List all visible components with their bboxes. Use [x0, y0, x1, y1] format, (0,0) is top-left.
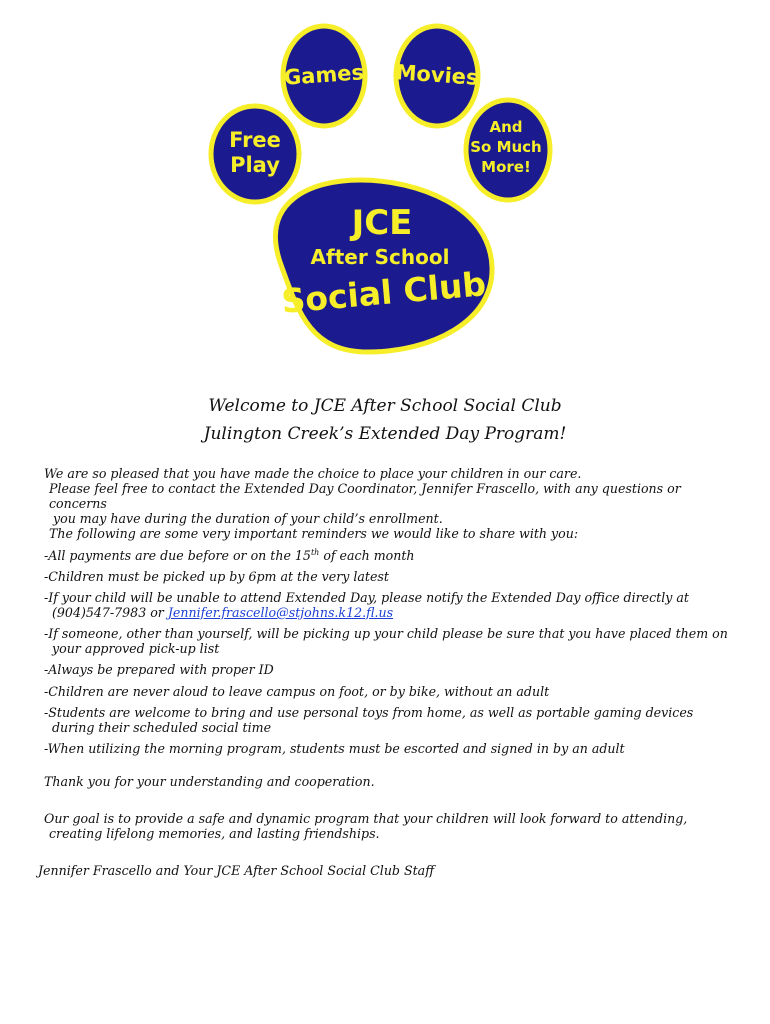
letter-body: [38, 466, 734, 879]
reminder-id: -Always be prepared with proper ID: [44, 662, 274, 678]
toe-more-line3: More!: [481, 158, 531, 176]
toe-movies-label: Movies: [394, 60, 480, 90]
reminder-campus: -Children are never aloud to leave campus on foot, or by bike, without an adult: [44, 683, 550, 699]
reminder-pickup-time: -Children must be picked up by 6pm at the very latest: [44, 568, 389, 584]
reminder-morning-program: -When utilizing the morning program, students must be escorted and signed in by an adult: [44, 740, 625, 756]
reminder-payments: -All payments are due before or on the 15th of each month: [44, 547, 415, 563]
reminder-absence: -If your child will be unable to attend Extended Day, please notify the Extended Day office directly at (904)547-7983 or Jennifer.frascello@stjohns.k12.fl.us: [44, 589, 689, 621]
paw-print-logo: [200, 12, 542, 362]
reminder-toys: -Students are welcome to bring and use personal toys from home, as well as portable gaming devices during their scheduled social time: [44, 704, 694, 735]
toe-games-label: Games: [283, 60, 365, 90]
toe-free-play-line2: Play: [230, 153, 280, 177]
pad-line-social-club: Social Club: [279, 264, 488, 321]
goal-line-2: creating lifelong memories, and lasting friendships.: [49, 826, 380, 842]
heading-line-1: Welcome to JCE After School Social Club: [208, 396, 562, 416]
paw-pad: [275, 180, 492, 352]
goal-line-1: Our goal is to provide a safe and dynamic program that your children will look forward to attending,: [44, 811, 688, 827]
toe-free-play: [211, 106, 299, 202]
signature-line: Jennifer Frascello and Your JCE After School Social Club Staff: [38, 863, 435, 879]
coordinator-email-link[interactable]: Jennifer.frascello@stjohns.k12.fl.us: [167, 605, 394, 621]
toe-more-line1: And: [489, 118, 523, 136]
toe-games: [283, 26, 365, 126]
intro-paragraph-3: The following are some very important reminders we would like to share with you:: [49, 526, 579, 542]
intro-paragraph-2b: you may have during the duration of your child’s enrollment.: [53, 511, 443, 527]
toe-movies: [395, 26, 479, 126]
intro-paragraph-1: We are so pleased that you have made the choice to place your children in our care.: [44, 466, 582, 481]
thanks-line: Thank you for your understanding and cooperation.: [44, 773, 375, 789]
reminder-pickup-list: -If someone, other than yourself, will be picking up your child please be sure that you have placed them on your approved pick-up list: [44, 626, 728, 657]
intro-paragraph-2a: Please feel free to contact the Extended Day Coordinator, Jennifer Frascello, with any questions or concerns: [49, 481, 681, 512]
toe-free-play-line1: Free: [229, 128, 281, 152]
pad-line-jce: JCE: [351, 203, 413, 243]
toe-more-line2: So Much: [470, 138, 542, 156]
office-phone: (904)547-7983 or: [52, 605, 164, 621]
reminders-list: [44, 548, 734, 756]
toe-and-so-much-more: [466, 100, 550, 200]
pad-line-after-school: After School: [310, 245, 450, 269]
heading-line-2: Julington Creek’s Extended Day Program!: [203, 424, 567, 444]
